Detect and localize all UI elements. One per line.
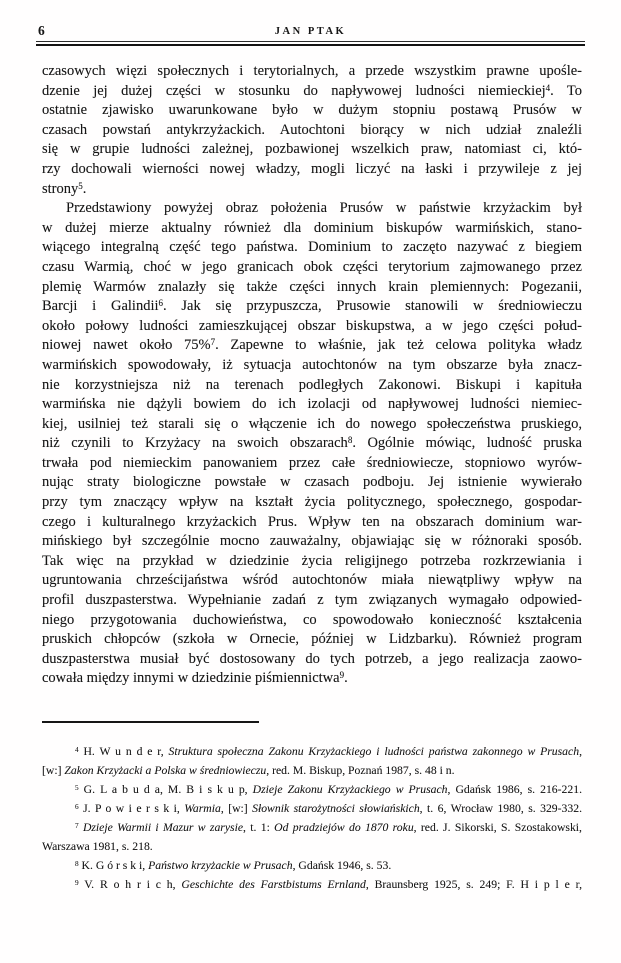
footnote-line: [w:] Zakon Krzyżacki a Polska w średniowieczu, red. M. Biskup, Poznań 1987, s. 48 i n. — [42, 764, 455, 777]
text-line: trwała pod niemieckim panowaniem przez całe średniowiecze, stopniowo wyrów- — [42, 454, 582, 471]
footnotes — [42, 742, 582, 894]
page-header — [36, 22, 585, 39]
text-line: nując straty biologiczne powstałe w czasach podboju. Jej istnienie wywierało — [42, 474, 582, 491]
body-text — [42, 62, 582, 689]
text-line: warmińskich spowodowały, iż sytuacja autochtonów na tym obszarze była znacz- — [42, 356, 582, 373]
footnote-line: Warszawa 1981, s. 218. — [42, 840, 153, 853]
text-line: się w grupie ludności zależnej, pozbawionej wszelkich praw, natomiast ci, któ- — [42, 141, 582, 158]
text-line: duszpasterstwa musiał być dostosowany do tych potrzeb, a jego realizacja zaowo- — [42, 650, 582, 667]
text-line: wiącego integralną część tego państwa. Dominium to zaczęto nazywać z biegiem — [42, 239, 582, 256]
footnote-line: $^5$ G. L a b u d a, M. B i s k u p, Dzieje Zakonu Krzyżackiego w Prusach, Gdańsk 1986, s. 216-221. — [75, 783, 582, 796]
text-line: czasu Warmią, choć w jego granicach obok części terytorium zajmowanego przez — [42, 258, 582, 275]
footnote — [42, 875, 582, 894]
footnote — [42, 799, 582, 818]
page-number: 6 — [38, 23, 45, 38]
text-line: Barcji i Galindii$^6$. Jak się przypuszcza, Prusowie stanowili w średniowieczu — [42, 298, 582, 315]
footnote — [42, 742, 582, 780]
text-line: dzenie jej dużej części w stosunku do napływowej ludności niemieckiej$^4$. To — [42, 82, 582, 99]
text-line: czego i kulturalnego krzyżackich Prus. Wpływ ten na obszarach dominium war- — [42, 513, 582, 530]
footnote-separator-rule — [42, 721, 259, 723]
text-line: niż czynili to Krzyżacy na swoich obszarach$^8$. Ogólnie mówiąc, ludność pruska — [42, 435, 582, 452]
text-line: mińskiego był szczególnie mocno zauważalny, objawiając się w różnoraki sposób. — [42, 533, 582, 550]
text-line: pruskich chłopców (szkoła w Ornecie, później w Lidzbarku). Również program — [42, 631, 582, 648]
paragraph — [42, 199, 582, 689]
text-line: niego przygotowania duchowieństwa, co spowodowało konieczność kształcenia — [42, 611, 582, 628]
text-line: Przedstawiony powyżej obraz położenia Prusów w państwie krzyżackim był — [66, 200, 582, 217]
footnote-line: $^9$ V. R o h r i c h, Geschichte des Farstbistums Ernland, Braunsberg 1925, s. 249; F. H i p l e r, — [75, 878, 583, 891]
footnote — [42, 780, 582, 799]
text-line: ostatnie zjawisko uwarunkowane było w dużym stopniu postawą Prusów w — [42, 102, 582, 119]
text-line: profil duszpasterstwa. Wypełnianie zadań z tym związanych wymagało odpowied- — [42, 592, 582, 609]
text-line: cowała między innymi w dziedzinie piśmiennictwa$^9$. — [42, 670, 348, 687]
header-rule — [36, 41, 585, 46]
footnote-line: $^7$ Dzieje Warmii i Mazur w zarysie, t. 1: Od pradziejów do 1870 roku, red. J. Sikorski, S. Szostakowski, — [75, 821, 582, 834]
footnote-line: $^6$ J. P o w i e r s k i, Warmia, [w:] Słownik starożytności słowiańskich, t. 6, Wrocław 1980, s. 329-332. — [75, 802, 582, 815]
text-line: niowej nawet około 75%$^7$. Zapewne to właśnie, jak też celowa polityka władz — [42, 337, 582, 354]
running-head: JAN PTAK — [274, 26, 347, 37]
footnote — [42, 818, 582, 856]
footnote-line: $^4$ H. W u n d e r, Struktura społeczna Zakonu Krzyżackiego i ludności państwa zakonnego w Prusach, — [75, 745, 582, 758]
paragraph — [42, 62, 582, 199]
text-line: strony$^5$. — [42, 180, 87, 197]
text-line: przy tym znaczący wpływ na kształt życia politycznego, społecznego, gospodar- — [42, 494, 582, 511]
text-line: ugruntowania chrześcijaństwa wśród autochtonów miała niewątpliwy wpływ na — [42, 572, 582, 589]
text-line: w dużej mierze aktualny również dla dominium biskupów warmińskich, stano- — [42, 219, 582, 236]
text-line: Tak więc na przykład w dziedzinie życia religijnego potrzeba rozkrzewiania i — [42, 552, 582, 569]
text-line: czasach powstań antykrzyżackich. Autochtoni biorący w nich udział znaleźli — [42, 121, 582, 138]
text-line: około połowy ludności zamieszkującej obszar biskupstwa, a w jego części połud- — [42, 317, 582, 334]
text-line: rzy dochowali wierności nowej władzy, mogli liczyć na łaski i przywileje z jej — [42, 160, 582, 177]
text-line: kiej, usilniej też starali się o włączenie ich do nowego społeczeństwa pruskiego, — [42, 415, 582, 432]
text-line: plemię Warmów znalazły się także części innych krain plemiennych: Pogezanii, — [42, 278, 582, 295]
text-line: warmińska nie dążyli bowiem do ich izolacji od napływowej ludności niemiec- — [42, 396, 582, 413]
text-line: czasowych więzi społecznych i terytorialnych, a przede wszystkim prawne upośle- — [42, 63, 582, 79]
text-line: nie korzystniejsza niż na terenach podległych Zakonowi. Biskupi i kapituła — [42, 376, 582, 393]
footnote — [42, 856, 582, 875]
footnote-line: $^8$ K. G ó r s k i, Państwo krzyżackie w Prusach, Gdańsk 1946, s. 53. — [75, 859, 392, 872]
